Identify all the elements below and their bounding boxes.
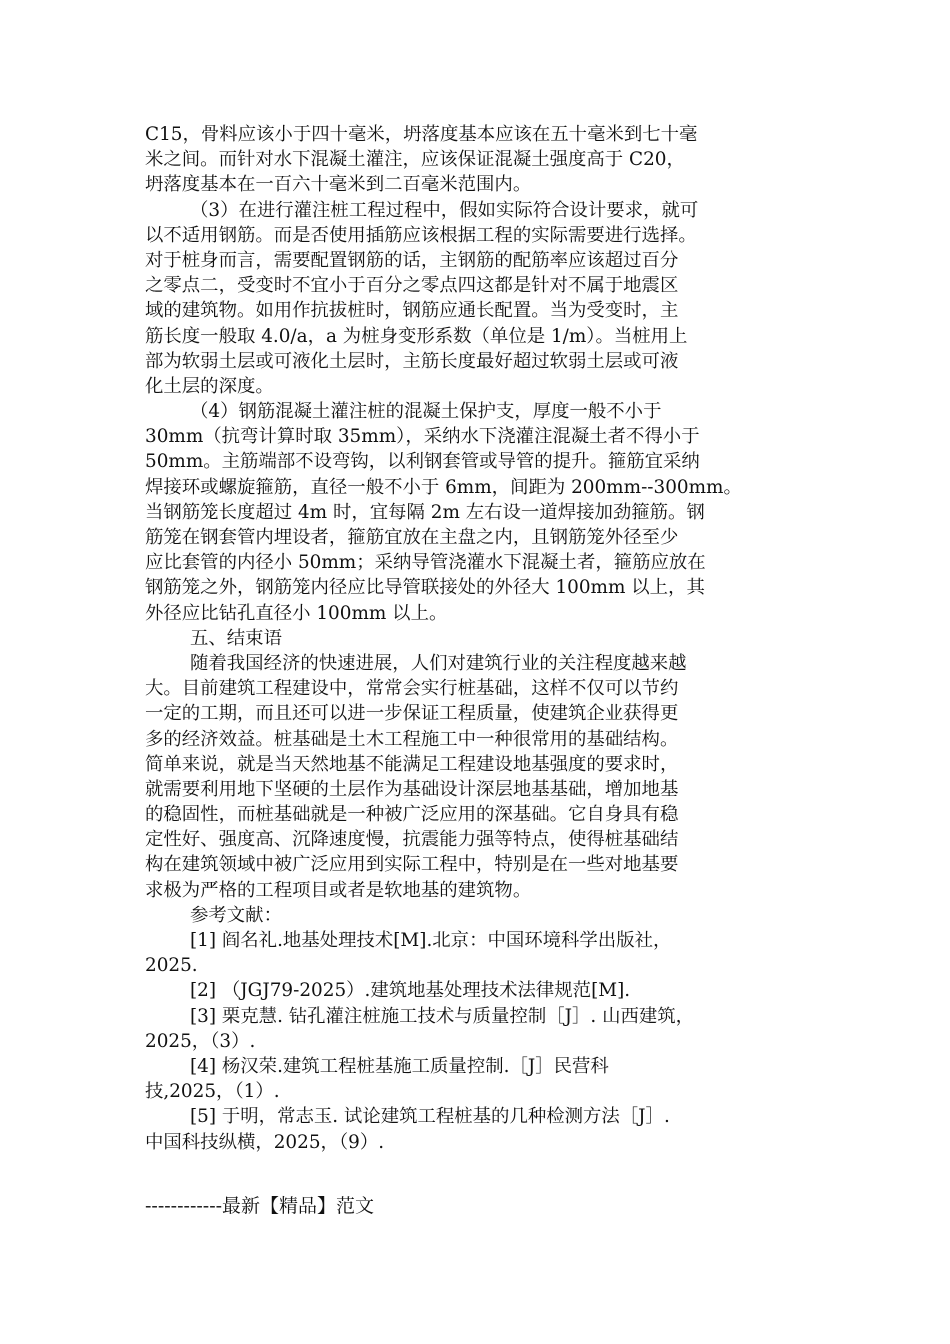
reference-item: [5] 于明，常志玉. 试论建筑工程桩基的几种检测方法［J］.: [190, 1106, 670, 1128]
text-line: 以不适用钢筋。而是否使用插筋应该根据工程的实际需要进行选择。: [145, 224, 697, 246]
text-line: 钢筋笼之外，钢筋笼内径应比导管联接处的外径大 100mm 以上，其: [145, 577, 705, 599]
section-heading: 五、结束语: [190, 627, 282, 649]
references-heading: 参考文献：: [190, 904, 282, 926]
reference-item: [3] 栗克慧. 钻孔灌注桩施工技术与质量控制［J］. 山西建筑，: [190, 1005, 695, 1027]
text-line: 构在建筑领域中被广泛应用到实际工程中，特别是在一些对地基要: [145, 854, 679, 876]
reference-continuation: 2025，（3）.: [145, 1030, 256, 1052]
text-line: 外径应比钻孔直径小 100mm 以上。: [145, 602, 448, 624]
text-line: 域的建筑物。如用作抗拔桩时，钢筋应通长配置。当为受变时，主: [145, 300, 679, 322]
text-line: 坍落度基本在一百六十毫米到二百毫米范围内。: [145, 174, 532, 196]
text-line: 筋笼在钢套管内埋设者，箍筋宜放在主盘之内，且钢筋笼外径至少: [145, 527, 679, 548]
text-line: 大。目前建筑工程建设中，常常会实行桩基础，这样不仅可以节约: [145, 678, 679, 700]
text-line: 当钢筋笼长度超过 4m 时，宜每隔 2m 左右设一道焊接加劲箍筋。钢: [145, 501, 705, 523]
text-line: 求极为严格的工程项目或者是软地基的建筑物。: [145, 879, 532, 901]
text-line: 应比套管的内径小 50mm；采纳导管浇灌水下混凝土者，箍筋应放在: [145, 552, 706, 574]
paragraph-start-line: （3）在进行灌注桩工程过程中，假如实际符合设计要求，就可: [190, 199, 699, 221]
reference-item: [2] （JGJ79-2025）.建筑地基处理技术法律规范[M].: [190, 980, 631, 1002]
text-line: 50mm。主筋端部不设弯钩，以利钢套管或导管的提升。箍筋宜采纳: [145, 451, 700, 473]
paragraph-start-line: （4）钢筋混凝土灌注桩的混凝土保护支，厚度一般不小于: [190, 401, 662, 423]
document-body: [145, 122, 813, 1155]
text-line: 筋长度一般取 4.0/a，a 为桩身变形系数（单位是 1/m）。当桩用上: [145, 325, 688, 347]
reference-item: [4] 杨汉荣.建筑工程桩基施工质量控制.［J］民营科: [190, 1055, 609, 1077]
text-line: 之零点二，受变时不宜小于百分之零点四这都是针对不属于地震区: [145, 275, 679, 297]
text-line: 定性好、强度高、沉降速度慢，抗震能力强等特点，使得桩基础结: [145, 829, 679, 851]
text-line: 焊接环或螺旋箍筋，直径一般不小于 6mm，间距为 200mm--300mm。: [145, 476, 742, 498]
text-line: 部为软弱土层或可液化土层时，主筋长度最好超过软弱土层或可液: [145, 350, 679, 372]
reference-continuation: 中国科技纵横，2025，（9）.: [145, 1131, 385, 1153]
text-line: 的稳固性，而桩基础就是一种被广泛应用的深基础。它自身具有稳: [145, 804, 679, 826]
footer-banner: ------------最新【精品】范文: [145, 1195, 375, 1217]
text-line: 简单来说，就是当天然地基不能满足工程建设地基强度的要求时，: [145, 753, 679, 775]
text-line: 一定的工期，而且还可以进一步保证工程质量，使建筑企业获得更: [145, 703, 679, 725]
text-line: 米之间。而针对水下混凝土灌注，应该保证混凝土强度高于 C20，: [145, 149, 685, 171]
text-line: C15，骨料应该小于四十毫米，坍落度基本应该在五十毫米到七十毫: [145, 124, 698, 145]
reference-item: [1] 阎名礼.地基处理技术[M].北京：中国环境科学出版社，: [190, 930, 672, 951]
text-line: 多的经济效益。桩基础是土木工程施工中一种很常用的基础结构。: [145, 728, 679, 750]
reference-continuation: 2025.: [145, 955, 198, 977]
text-line: 化土层的深度。: [145, 375, 274, 397]
text-line: 30mm（抗弯计算时取 35mm），采纳水下浇灌注混凝土者不得小于: [145, 426, 700, 448]
text-line: 就需要利用地下坚硬的土层作为基础设计深层地基基础，增加地基: [145, 778, 679, 800]
paragraph-start-line: 随着我国经济的快速进展，人们对建筑行业的关注程度越来越: [190, 652, 687, 674]
text-line: 对于桩身而言，需要配置钢筋的话，主钢筋的配筋率应该超过百分: [145, 249, 679, 271]
reference-continuation: 技,2025，（1）.: [145, 1081, 280, 1103]
